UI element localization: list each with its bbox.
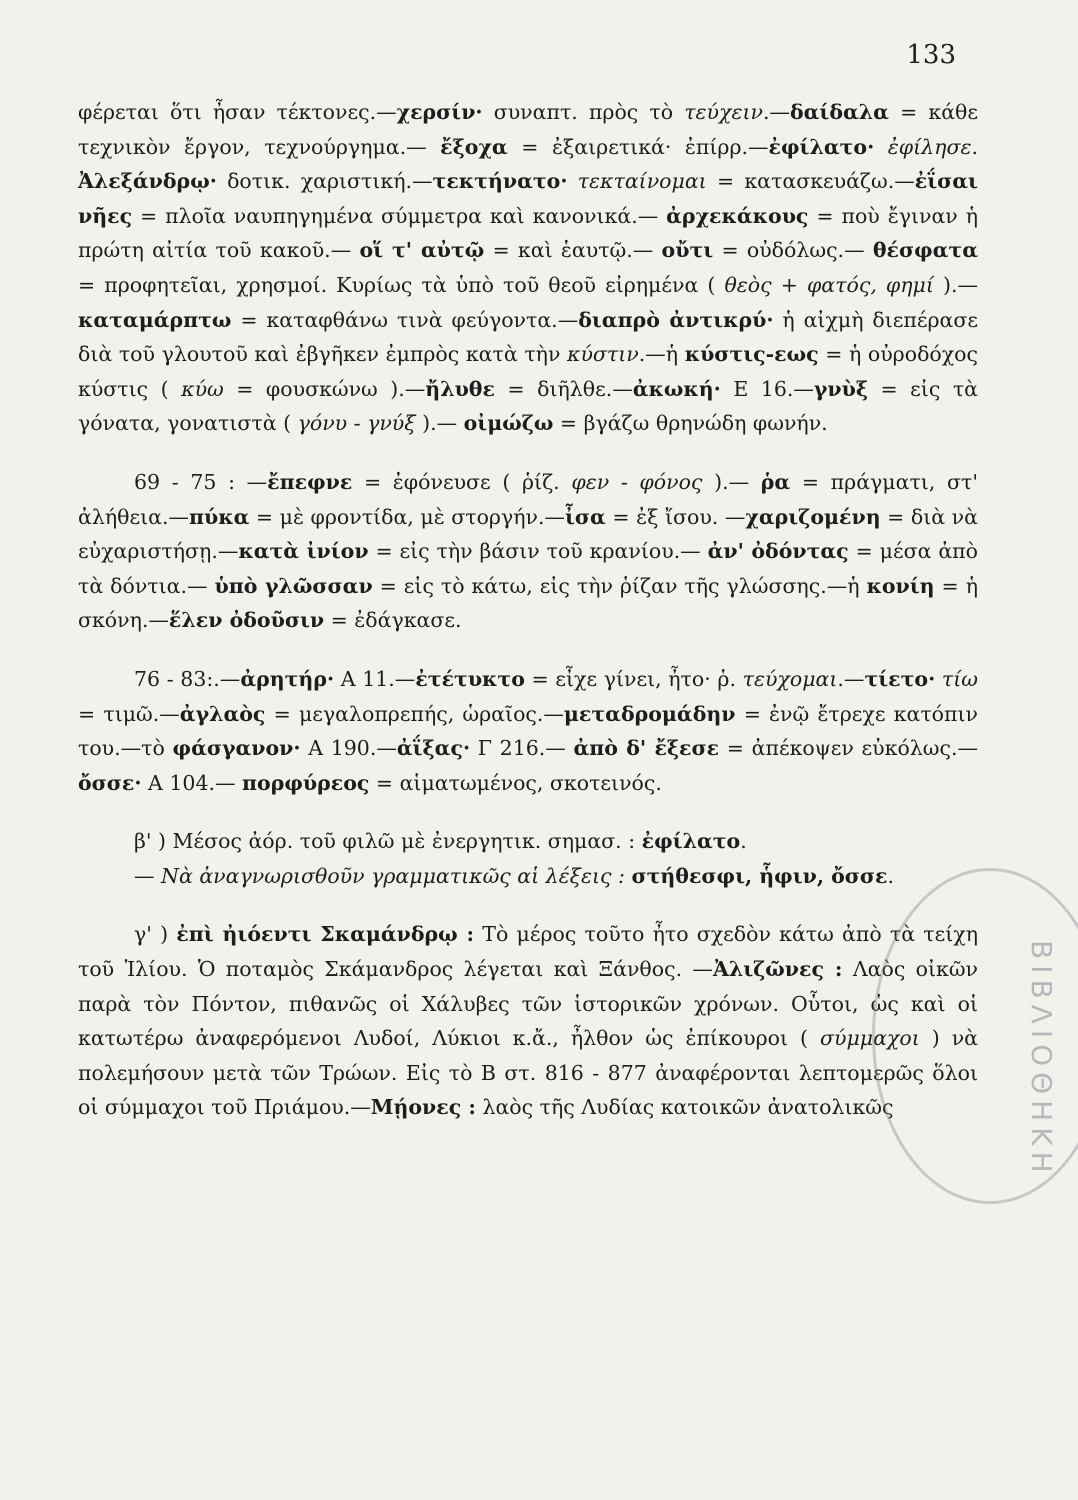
text-span: ἡ αἰχμὴ διεπέρασε διὰ τοῦ γλουτοῦ καὶ ἐβγῆκεν ἐμπρὸς κατὰ τὴν (78, 307, 978, 367)
paragraph-vocab-1 (78, 95, 978, 441)
term-bold: ἀκωκή· (632, 376, 721, 401)
term-bold: ἤλυθε (425, 376, 495, 401)
text-span: ).— (415, 411, 464, 436)
text-span (567, 169, 577, 193)
text-span: = ἐξ ἴσου. — (605, 504, 746, 529)
text-span: δοτικ. χαριστική.— (216, 169, 433, 194)
page-content (78, 95, 978, 1125)
paragraph-b-middle-aorist (78, 824, 978, 859)
term-bold: ἶσα (565, 504, 606, 529)
text-span: = καταφθάνω τινὰ φεύγοντα.— (231, 307, 579, 332)
text-italic: φεν - φόνος (571, 469, 703, 494)
text-span: λαὸς τῆς Λυδίας κατοικῶν ἀνατολικῶς (475, 1095, 894, 1120)
term-bold: Ἀλιζῶνες : (712, 957, 843, 982)
term-bold: θέσφατα (872, 238, 978, 263)
text-span: = πράγματι, στ' ἀλήθεια.— (78, 469, 978, 529)
text-span: = εἰς τὰ γόνατα, γονατιστὰ ( (78, 376, 978, 436)
term-bold: κονίη (866, 573, 935, 598)
term-bold: μεταδρομάδην (563, 701, 736, 726)
term-bold: ἕλεν ὀδοῦσιν (168, 608, 325, 633)
term-bold: ἔξοχα (440, 134, 508, 159)
text-italic: γόνυ - γνύξ (297, 411, 416, 436)
text-span: . (740, 829, 747, 854)
term-bold: πορφύρεος (242, 770, 370, 795)
text-italic: τεύχομαι (742, 666, 838, 691)
text-span: = κάθε τεχνικὸν ἔργον, τεχνούργημα.— (78, 100, 978, 159)
text-span: = πλοῖα ναυπηγημένα σύμμετρα καὶ κανονικά.— (132, 203, 667, 228)
text-span: συναπτ. πρὸς τὸ (482, 100, 685, 124)
text-span: = καὶ ἑαυτῷ.— (484, 238, 662, 263)
term-bold: γνὺξ (813, 376, 869, 401)
term-bold: ἐΐσαι νῆες (78, 169, 978, 228)
text-span: = μεγαλοπρεπής, ὡραῖος.— (265, 701, 564, 726)
text-span: ) νὰ πολεμήσουν μετὰ τῶν Τρώων. Εἰς τὸ Β στ. 816 - 877 ἀναφέρονται λεπτομερῶς ὅλοι οἱ σύμμαχοι τοῦ Πριάμου.— (78, 1026, 979, 1120)
text-span: = εἶχε γίνει, ἦτο· ῥ. (524, 666, 743, 691)
library-stamp-text: ΒΙΒΛΙΟΘΗΚΗ (1025, 940, 1058, 1179)
text-span: = ἀπέκοψεν εὐκόλως.— (719, 736, 978, 761)
text-span: = βγάζω θρηνώδη φωνήν. (553, 411, 828, 436)
text-span: 69 - 75 : — (134, 469, 268, 494)
term-bold: Ἀλεξάνδρῳ· (78, 169, 217, 194)
term-bold: Μῄονες : (370, 1095, 476, 1120)
text-span (935, 667, 942, 691)
text-span: = ποὺ ἔγιναν ἡ πρώτη αἰτία τοῦ κακοῦ.— (78, 203, 978, 263)
text-italic: θεὸς + φατός, φημί (724, 272, 934, 297)
term-bold: ὄσσε· (78, 770, 142, 795)
term-bold: κύστις-εως (684, 342, 819, 367)
text-span: = μέσα ἀπὸ τὰ δόντια.— (78, 539, 978, 598)
term-bold: τεκτήνατο· (432, 169, 568, 194)
text-span: Γ 216.— (470, 736, 574, 761)
text-span: = μὲ φροντίδα, μὲ στοργήν.— (249, 504, 565, 529)
text-span: — (134, 863, 162, 888)
term-bold: καταμάρπτω (78, 307, 232, 332)
term-bold: ἐφίλατο· (768, 134, 875, 159)
text-span: .—ἡ (638, 342, 685, 367)
text-span: Τὸ μέρος τοῦτο ἦτο σχεδὸν κάτω ἀπὸ τὰ τείχη τοῦ Ἰλίου. Ὁ ποταμὸς Σκάμανδρος λέγεται καὶ Ξάνθος. — (78, 922, 978, 982)
term-bold: διαπρὸ ἀντικρύ· (578, 307, 774, 332)
text-italic: κύστιν (567, 342, 639, 367)
term-bold: ὑπὸ γλῶσσαν (214, 573, 373, 598)
text-italic: ἐφίλησε (887, 134, 972, 159)
text-italic: κύω (181, 376, 224, 401)
text-span: = τιμῶ.— (78, 701, 180, 726)
text-span: ).— (933, 272, 979, 297)
text-span: Ε 16.— (720, 376, 814, 401)
text-span: = φουσκώνω ).— (223, 376, 426, 401)
text-span: = ἡ οὐροδόχος κύστις ( (78, 342, 978, 401)
text-span: = οὐδόλως.— (713, 238, 873, 263)
text-span: β' ) Μέσος ἀόρ. τοῦ φιλῶ μὲ ἐνεργητικ. σημασ. : (134, 829, 642, 854)
term-bold: στήθεσφι, ἧφιν, ὄσσε (631, 863, 888, 888)
paragraph-vocab-69-75 (78, 465, 978, 638)
text-span: = εἰς τὸ κάτω, εἰς τὴν ῥίζαν τῆς γλώσσης.—ἡ (372, 573, 867, 598)
term-bold: ἐφίλατο (641, 829, 741, 854)
term-bold: ἀγλαὸς (179, 701, 266, 726)
term-bold: ἀΐξας· (396, 736, 471, 761)
text-span: ).— (702, 469, 761, 494)
text-span: Α 104.— (141, 770, 243, 795)
text-span: γ' ) (134, 922, 177, 947)
text-span: = ἡ σκόνη.— (78, 573, 978, 633)
text-span: = διὰ νὰ εὐχαριστήσῃ.— (78, 504, 978, 564)
term-bold: οἵ τ' αὐτῷ (359, 238, 485, 263)
text-italic: τεύχειν (684, 100, 763, 124)
text-span: . (887, 863, 895, 888)
term-bold: ἐτέτυκτο (415, 666, 525, 691)
term-bold: ἀρητήρ· (240, 666, 335, 691)
text-italic: Νὰ ἀναγνωρισθοῦν γραμματικῶς αἱ λέξεις : (161, 863, 625, 888)
term-bold: οἰμώζω (463, 411, 554, 436)
term-bold: ἀρχεκάκους (666, 203, 809, 228)
text-span: = αἱματωμένος, σκοτεινός. (369, 770, 662, 795)
text-span: . (971, 134, 978, 159)
text-italic: σύμμαχοι (819, 1026, 920, 1051)
text-span: = διῆλθε.— (494, 376, 633, 401)
term-bold: ἀπὸ δ' ἔξεσε (573, 736, 720, 761)
term-bold: ῥα (760, 469, 791, 494)
text-span: .— (762, 100, 790, 124)
term-bold: κατὰ ἰνίον (238, 539, 369, 564)
term-bold: ἀν' ὀδόντας (707, 539, 849, 564)
term-bold: χερσίν· (396, 100, 483, 124)
text-span: Α 190.— (300, 736, 397, 761)
text-span: = κατασκευάζω.— (706, 169, 915, 194)
text-span: Λαὸς οἰκῶν παρὰ τὸν Πόντον, πιθανῶς οἱ Χάλυβες τῶν ἱστορικῶν χρόνων. Οὗτοι, ὡς καὶ οἱ κατωτέρω ἀναφερόμενοι Λυδοί, Λύκιοι κ.ἄ., ἦλθον ὡς ἐπίκουροι ( (78, 957, 979, 1051)
text-span: = ἐνῷ ἔτρεχε κατόπιν του.—τὸ (78, 701, 978, 761)
text-span: Α 11.— (334, 666, 416, 691)
text-span: = ἐφόνευσε ( ῥίζ. (352, 469, 572, 494)
text-span: = προφητεῖαι, χρησμοί. Κυρίως τὰ ὑπὸ τοῦ θεοῦ εἰρημένα ( (78, 272, 725, 297)
text-span: φέρεται ὅτι ἦσαν τέκτονες.— (78, 100, 397, 124)
paragraph-vocab-76-83 (78, 662, 978, 800)
term-bold: δαίδαλα (789, 100, 889, 124)
text-span: = εἰς τὴν βάσιν τοῦ κρανίου.— (368, 539, 708, 564)
term-bold: χαριζομένη (745, 504, 881, 529)
page-number: 133 (906, 40, 956, 70)
text-span: = ἐδάγκασε. (324, 608, 462, 633)
term-bold: πύκα (188, 504, 250, 529)
term-bold: φάσγανον· (172, 736, 301, 761)
paragraph-exercise (78, 859, 978, 894)
text-italic: τεκταίνομαι (577, 169, 707, 194)
term-bold: ἔπεφνε (267, 469, 353, 494)
text-span: = ἐξαιρετικά· ἐπίρρ.— (507, 134, 769, 159)
text-span: .— (837, 666, 865, 691)
paragraph-c-scamander (78, 917, 978, 1125)
text-span (874, 135, 888, 159)
term-bold: ἐπὶ ἠιόεντι Σκαμάνδρῳ : (176, 922, 475, 947)
text-span: 76 - 83:.— (134, 666, 241, 691)
term-bold: οὔτι (661, 238, 714, 263)
term-bold: τίετο· (864, 666, 936, 691)
text-italic: τίω (941, 666, 978, 691)
